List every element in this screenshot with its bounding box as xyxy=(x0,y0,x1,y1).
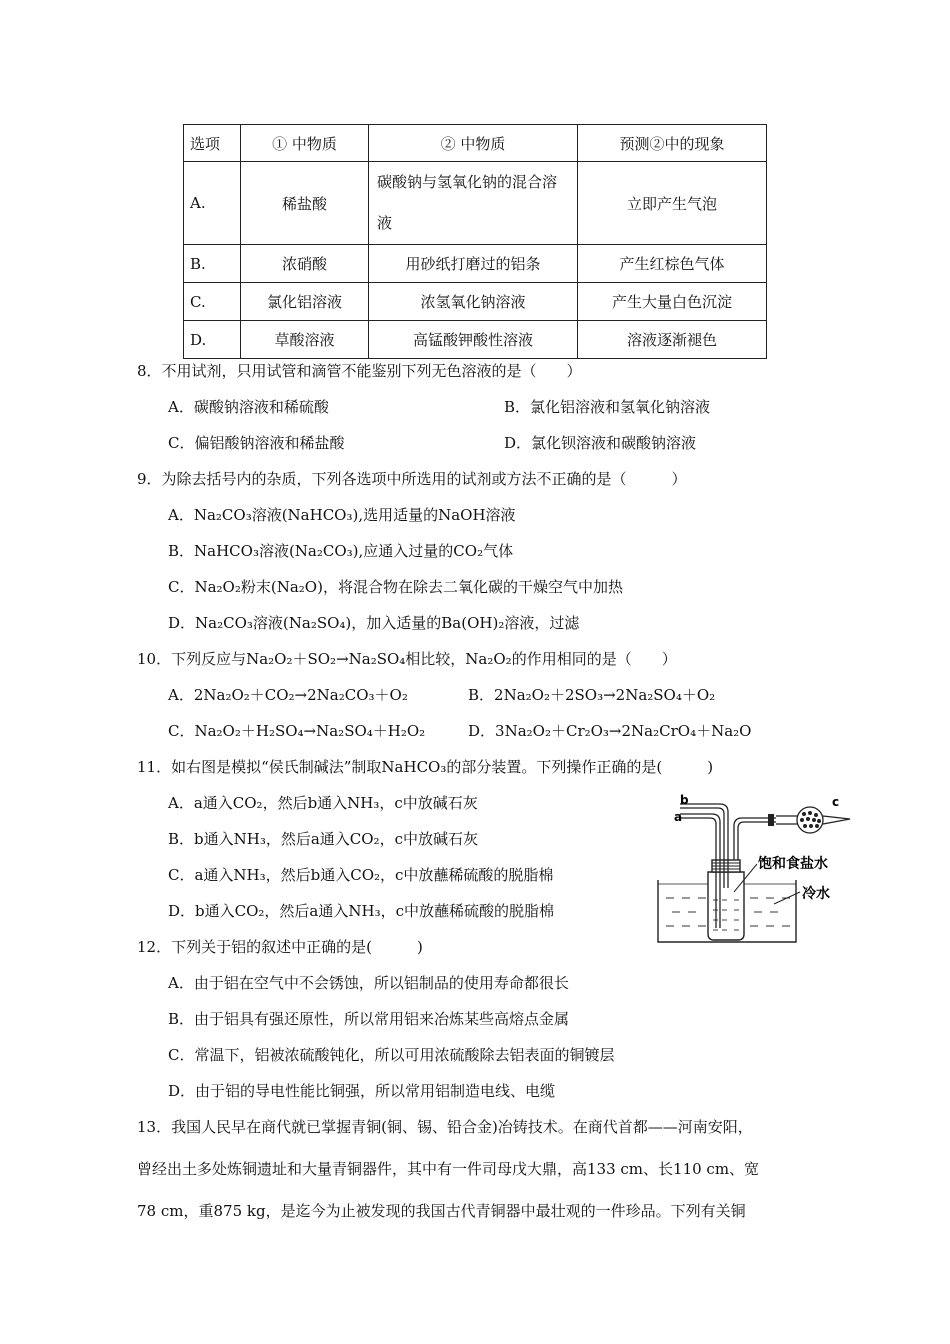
question-10-option-b: B．2Na₂O₂＋2SO₃→2Na₂SO₄＋O₂ xyxy=(468,686,716,704)
question-12-stem: 12．下列关于铝的叙述中正确的是( ) xyxy=(137,938,423,956)
question-12-option-a: A．由于铝在空气中不会锈蚀，所以铝制品的使用寿命都很长 xyxy=(168,974,569,992)
question-8-stem: 8．不用试剂，只用试管和滴管不能鉴别下列无色溶液的是（ ） xyxy=(137,362,582,380)
table-header-row xyxy=(184,125,767,162)
question-10-stem: 10．下列反应与Na₂O₂＋SO₂→Na₂SO₄相比较，Na₂O₂的作用相同的是（ ） xyxy=(137,650,677,668)
question-13-line-1: 13．我国人民早在商代就已掌握青铜(铜、锡、铅合金)冶铸技术。在商代首都——河南安阳， xyxy=(137,1118,753,1136)
table-header-cell: ② 中物质 xyxy=(369,125,578,162)
question-9-option-a: A．Na₂CO₃溶液(NaHCO₃),选用适量的NaOH溶液 xyxy=(168,506,516,524)
table-cell: B. xyxy=(184,245,241,283)
label-a: a xyxy=(674,810,683,824)
table-row xyxy=(184,245,767,283)
table-cell: D. xyxy=(184,321,241,359)
question-9-stem: 9．为除去括号内的杂质，下列各选项中所选用的试剂或方法不正确的是（ ） xyxy=(137,470,687,488)
table-cell: 用砂纸打磨过的铝条 xyxy=(369,245,578,283)
table-cell: 浓硝酸 xyxy=(241,245,369,283)
question-13-line-3: 78 cm，重875 kg，是迄今为止被发现的我国古代青铜器中最壮观的一件珍品。下列有关铜 xyxy=(137,1202,746,1220)
table-cell: 稀盐酸 xyxy=(241,162,369,245)
table-cell: C. xyxy=(184,283,241,321)
question-8-option-a: A．碳酸钠溶液和稀硫酸 xyxy=(168,398,329,416)
table-cell: 产生红棕色气体 xyxy=(578,245,767,283)
question-11-option-a: A．a通入CO₂，然后b通入NH₃，c中放碱石灰 xyxy=(168,794,478,812)
table-cell: A. xyxy=(184,162,241,245)
table-header-cell: ① 中物质 xyxy=(241,125,369,162)
question-12-option-b: B．由于铝具有强还原性，所以常用铝来冶炼某些高熔点金属 xyxy=(168,1010,570,1028)
label-cold-water: 冷水 xyxy=(802,886,830,902)
table-header-cell: 预测②中的现象 xyxy=(578,125,767,162)
question-12-option-c: C．常温下，铝被浓硫酸钝化，所以可用浓硫酸除去铝表面的铜镀层 xyxy=(168,1046,615,1064)
question-9-option-d: D．Na₂CO₃溶液(Na₂SO₄)，加入适量的Ba(OH)₂溶液，过滤 xyxy=(168,614,580,632)
options-table xyxy=(183,124,767,359)
table-cell: 浓氢氧化钠溶液 xyxy=(369,283,578,321)
table-cell: 碳酸钠与氢氧化钠的混合溶液 xyxy=(369,162,578,245)
question-11-option-d: D．b通入CO₂，然后a通入NH₃，c中放蘸稀硫酸的脱脂棉 xyxy=(168,902,554,920)
table-row xyxy=(184,283,767,321)
question-8-option-d: D．氯化钡溶液和碳酸钠溶液 xyxy=(504,434,697,452)
question-11-option-c: C．a通入NH₃，然后b通入CO₂，c中放蘸稀硫酸的脱脂棉 xyxy=(168,866,554,884)
question-10-option-a: A．2Na₂O₂＋CO₂→2Na₂CO₃＋O₂ xyxy=(168,686,408,704)
question-11-option-b: B．b通入NH₃，然后a通入CO₂，c中放碱石灰 xyxy=(168,830,478,848)
question-13-line-2: 曾经出土多处炼铜遗址和大量青铜器件，其中有一件司母戊大鼎，高133 cm、长110 cm、宽 xyxy=(137,1160,760,1178)
question-10-option-d: D．3Na₂O₂＋Cr₂O₃→2Na₂CrO₄＋Na₂O xyxy=(468,722,752,740)
label-saline: 饱和食盐水 xyxy=(758,856,828,872)
question-12-option-d: D．由于铝的导电性能比铜强，所以常用铝制造电线、电缆 xyxy=(168,1082,556,1100)
table-cell: 草酸溶液 xyxy=(241,321,369,359)
apparatus-diagram xyxy=(650,788,865,948)
table-header-cell: 选项 xyxy=(184,125,241,162)
label-b: b xyxy=(680,793,689,807)
table-cell: 立即产生气泡 xyxy=(578,162,767,245)
label-c: c xyxy=(832,795,840,809)
question-9-option-c: C．Na₂O₂粉末(Na₂O)，将混合物在除去二氧化碳的干燥空气中加热 xyxy=(168,578,623,596)
table-row xyxy=(184,162,767,245)
table-cell: 高锰酸钾酸性溶液 xyxy=(369,321,578,359)
question-8-option-b: B．氯化铝溶液和氢氧化钠溶液 xyxy=(504,398,711,416)
question-9-option-b: B．NaHCO₃溶液(Na₂CO₃),应通入过量的CO₂气体 xyxy=(168,542,514,560)
question-11-stem: 11．如右图是模拟“侯氏制碱法”制取NaHCO₃的部分装置。下列操作正确的是( ) xyxy=(137,758,714,776)
question-10-option-c: C．Na₂O₂＋H₂SO₄→Na₂SO₄＋H₂O₂ xyxy=(168,722,426,740)
table-cell: 产生大量白色沉淀 xyxy=(578,283,767,321)
table-cell: 溶液逐渐褪色 xyxy=(578,321,767,359)
table-cell: 氯化铝溶液 xyxy=(241,283,369,321)
table-row xyxy=(184,321,767,359)
question-8-option-c: C．偏铝酸钠溶液和稀盐酸 xyxy=(168,434,345,452)
